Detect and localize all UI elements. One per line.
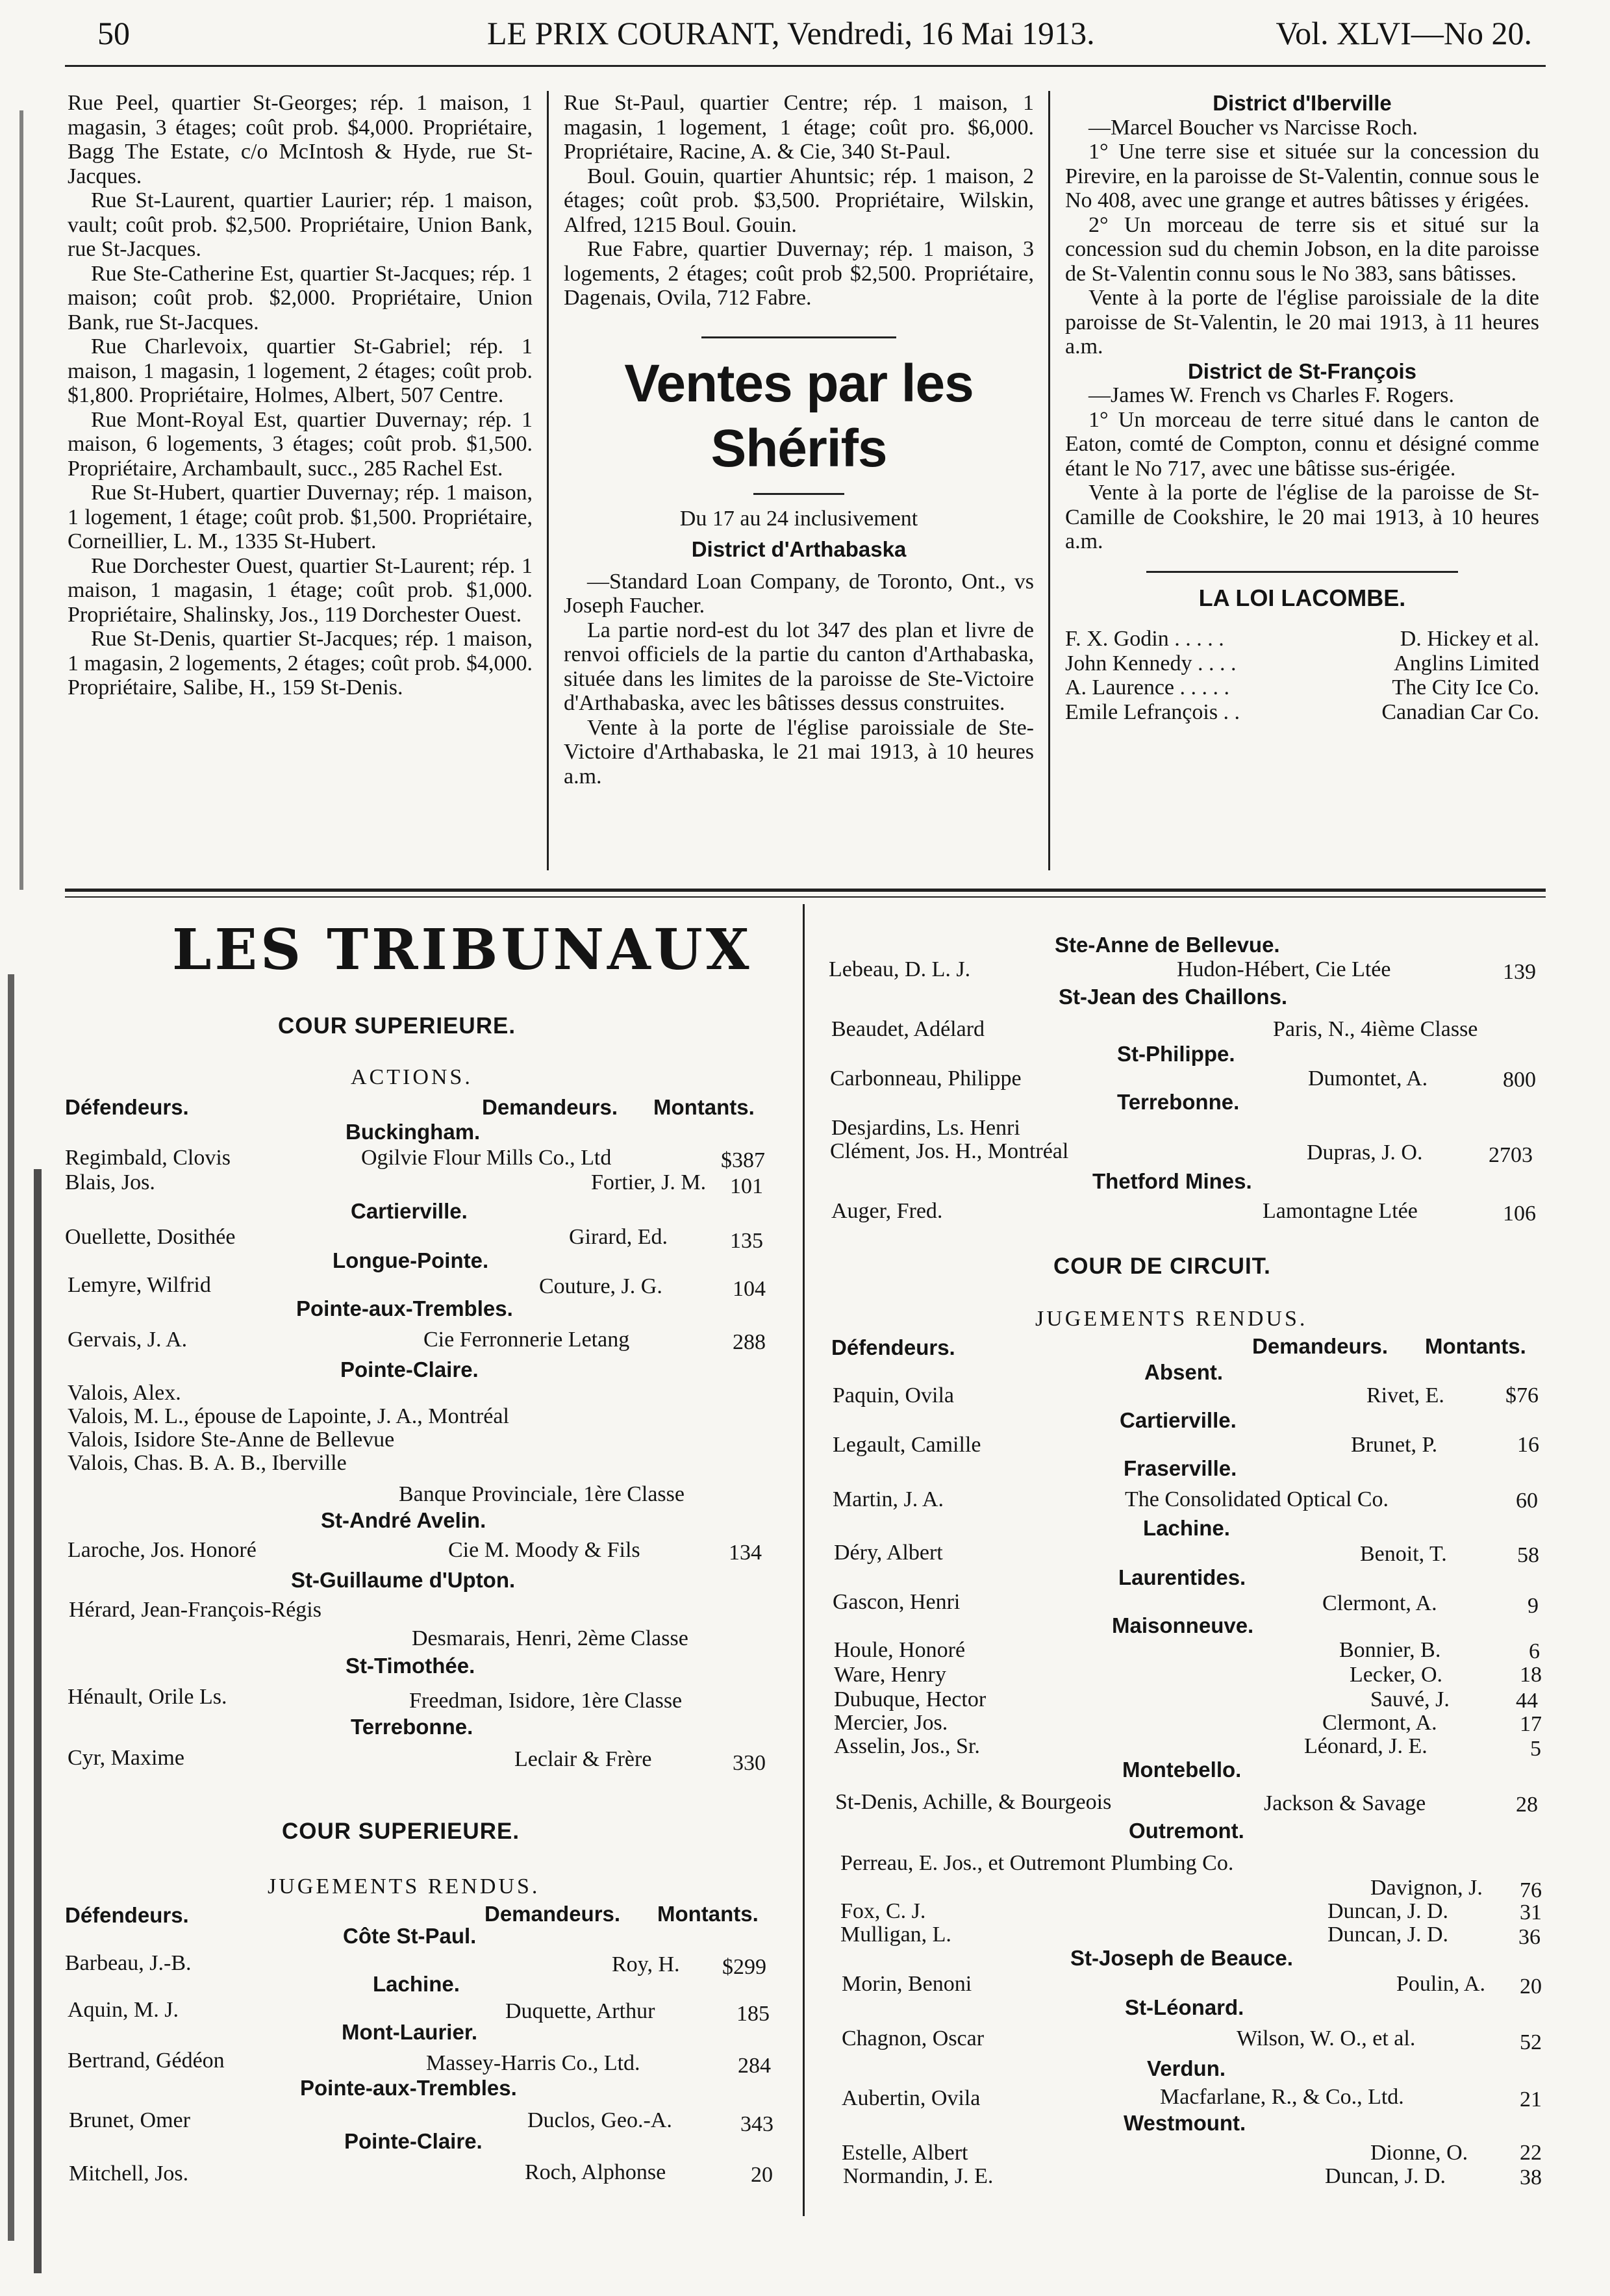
defendant: Gascon, Henri [833,1590,961,1614]
amount: 6 [1529,1639,1540,1663]
lacombe-party: Emile Lefrançois . . [1065,700,1240,724]
amount: $387 [721,1148,765,1172]
plaintiff: Davignon, J. [1370,1876,1483,1900]
case-title: —Marcel Boucher vs Narcisse Roch. [1088,115,1418,140]
permit-entry: Rue Peel, quartier St-Georges; rép. 1 maison, 1 magasin, 3 étages; coût prob. $4,000. Propriétaire, Bagg The Estate, c/o McIntosh & Hyde, rue St-Jacques. [68,91,533,188]
sheriffs-title: Ventes par les Shérifs [624,353,974,478]
page-header [97,14,1532,66]
permit-entry: Rue St-Laurent, quartier Laurier; rép. 1 maison, vault; coût prob. $2,500. Propriétaire, Union Bank, rue St-Jacques. [68,188,533,261]
plaintiff: Clermont, A. [1322,1711,1437,1735]
defendant: Desjardins, Ls. Henri [831,1116,1020,1140]
district-heading: District de St-François [1187,359,1417,383]
permit-entry: Rue St-Paul, quartier Centre; rép. 1 maison, 1 magasin, 1 logement, 1 étage; coût pro. $6,000. Propriétaire, Racine, A. & Cie, 340 St-Paul. [564,91,1034,164]
plaintiff: Sauvé, J. [1370,1687,1450,1711]
defendant: Aquin, M. J. [68,1998,179,2022]
sale-notice: Vente à la porte de l'église paroissiale de la dite paroisse de St-Valentin, le 20 mai 1913, à 11 heures a.m. [1065,286,1539,359]
place-heading: Lachine. [1143,1516,1230,1540]
plaintiff: Massey-Harris Co., Ltd. [426,2051,640,2075]
plaintiff: Duncan, J. D. [1327,1923,1449,1947]
defendant: Hénault, Orile Ls. [68,1685,227,1709]
plaintiff: Couture, J. G. [539,1274,662,1298]
amount: 134 [729,1541,762,1565]
district-heading: District d'Arthabaska [691,537,907,561]
place-heading: Laurentides. [1118,1565,1246,1589]
amount: 343 [740,2112,774,2136]
place-heading: Pointe-aux-Trembles. [300,2076,517,2100]
defendant: Ouellette, Dosithée [65,1225,236,1249]
defendant: Mulligan, L. [840,1923,951,1947]
plaintiff: Lamontagne Ltée [1263,1199,1418,1223]
property-description: 1° Un morceau de terre situé dans le canton de Eaton, comté de Compton, connu et désigné comme étant le No 717, avec une bâtisse sus-érigée. [1065,407,1539,481]
defendant: Ware, Henry [834,1663,946,1687]
plaintiff: Duncan, J. D. [1325,2164,1446,2188]
section-rule [65,896,1546,898]
plaintiff: Léonard, J. E. [1304,1734,1428,1758]
section-heading: COUR SUPERIEURE. [282,1819,520,1844]
subsection-heading: JUGEMENTS RENDUS. [268,1874,540,1899]
subsection-heading: ACTIONS. [351,1065,473,1089]
amount: 139 [1503,960,1536,984]
place-heading: Mont-Laurier. [342,2020,478,2044]
section-divider [701,336,896,338]
section-heading: COUR SUPERIEURE. [278,1013,516,1039]
lacombe-party: Anglins Limited [1394,651,1539,675]
place-heading: Absent. [1144,1360,1224,1384]
plaintiff: Leclair & Frère [514,1747,652,1771]
place-heading: Cartierville. [1120,1408,1237,1432]
defendant: Morin, Benoni [842,1972,972,1996]
defendant: Aubertin, Ovila [842,2086,981,2110]
plaintiff: Bonnier, B. [1339,1638,1441,1662]
amount: 330 [733,1751,766,1775]
section-rule [65,889,1546,892]
defendant: Fox, C. J. [840,1899,926,1923]
amount: 284 [738,2054,771,2078]
amount: 20 [1520,1974,1542,1999]
defendant: Valois, Isidore Ste-Anne de Bellevue [68,1428,395,1452]
plaintiff: Roy, H. [612,1952,680,1976]
defendant: Dubuque, Hector [834,1687,987,1711]
place-heading: Maisonneuve. [1112,1613,1254,1637]
place-heading: Terrebonne. [351,1715,473,1739]
place-heading: Terrebonne. [1117,1090,1240,1114]
place-heading: Ste-Anne de Bellevue. [1055,933,1280,957]
place-heading: St-Philippe. [1117,1042,1235,1066]
col-montants: Montants. [653,1095,755,1119]
amount: 185 [736,2002,770,2026]
amount: 58 [1517,1543,1539,1567]
amount: 17 [1520,1712,1542,1736]
defendant: Brunet, Omer [69,2108,190,2132]
plaintiff: Desmarais, Henri, 2ème Classe [412,1626,688,1650]
margin-ink-bar [19,110,23,890]
plaintiff: Wilson, W. O., et al. [1237,2026,1416,2050]
plaintiff: Duquette, Arthur [505,1999,655,2023]
place-heading: Cartierville. [351,1199,468,1223]
plaintiff: Dumontet, A. [1308,1066,1428,1091]
sheriffs-dates: Du 17 au 24 inclusivement [679,506,918,531]
amount: 106 [1503,1202,1536,1226]
place-heading: St-Joseph de Beauce. [1070,1946,1293,1970]
amount: 5 [1530,1737,1541,1761]
lacombe-party: D. Hickey et al. [1400,627,1539,651]
defendant: Clément, Jos. H., Montréal [830,1139,1069,1163]
defendant: St-Denis, Achille, & Bourgeois [835,1790,1112,1814]
amount: 60 [1516,1489,1538,1513]
amount: 288 [733,1330,766,1354]
amount: 44 [1516,1689,1538,1713]
amount: 21 [1520,2088,1542,2112]
plaintiff: Banque Provinciale, 1ère Classe [399,1482,685,1506]
defendant: Auger, Fred. [831,1199,943,1223]
lacombe-title: LA LOI LACOMBE. [1198,584,1406,611]
col-demandeurs: Demandeurs. [482,1095,618,1119]
place-heading: Montebello. [1122,1758,1242,1782]
place-heading: Pointe-Claire. [344,2129,483,2153]
lacombe-row [1065,675,1539,700]
lacombe-party: John Kennedy . . . . [1065,651,1237,675]
defendant: Lebeau, D. L. J. [829,957,971,981]
district-heading: District d'Iberville [1213,91,1392,115]
lacombe-party: Canadian Car Co. [1381,700,1539,724]
col-demandeurs: Demandeurs. [484,1902,621,1926]
defendant: Perreau, E. Jos., et Outremont Plumbing Co. [840,1851,1234,1875]
col-montants: Montants. [1425,1334,1526,1358]
defendant: Mercier, Jos. [834,1711,948,1735]
amount: 135 [730,1229,763,1253]
amount: 22 [1520,2141,1542,2165]
property-description: 2° Un morceau de terre sis et situé sur la concession sud du chemin Jobson, en la dite paroisse de St-Valentin connu sous le No 383, sans bâtisses. [1065,212,1539,286]
tribunaux-title: LES TRIBUNAUX [172,917,753,983]
sale-notice: Vente à la porte de l'église de la paroisse de St-Camille de Cookshire, le 20 mai 1913, à 10 heures a.m. [1065,481,1539,553]
lacombe-party: F. X. Godin . . . . . [1065,627,1224,651]
plaintiff: Lecker, O. [1350,1663,1443,1687]
lacombe-party: The City Ice Co. [1392,675,1539,700]
lacombe-row [1065,627,1539,651]
place-heading: St-Léonard. [1125,1995,1244,2019]
permit-entry: Rue St-Denis, quartier St-Jacques; rép. 1 maison, 1 magasin, 2 logements, 2 étages; coût prob. $4,000. Propriétaire, Salibe, H., 159 St-Denis. [68,627,533,700]
place-heading: Longue-Pointe. [333,1248,489,1272]
amount: 20 [751,2163,773,2187]
permit-entry: Rue Fabre, quartier Duvernay; rép. 1 maison, 3 logements, 2 étages; coût prob $2,500. Propriétaire, Dagenais, Ovila, 712 Fabre. [564,237,1034,310]
amount: 800 [1503,1068,1536,1092]
column-rule [803,904,805,2216]
plaintiff: Dionne, O. [1370,2141,1468,2165]
defendant: Bertrand, Gédéon [68,2049,225,2073]
amount: 9 [1528,1594,1539,1618]
amount: 18 [1520,1663,1542,1687]
permits-column [68,91,533,700]
plaintiff: Duclos, Geo.-A. [527,2108,672,2132]
defendant: Gervais, J. A. [68,1328,188,1352]
page-number: 50 [97,15,130,51]
col-montants: Montants. [657,1902,759,1926]
plaintiff: Ogilvie Flour Mills Co., Ltd [361,1146,612,1170]
place-heading: Pointe-aux-Trembles. [296,1296,513,1320]
plaintiff: The Consolidated Optical Co. [1125,1487,1389,1511]
plaintiff: Dupras, J. O. [1307,1141,1423,1165]
amount: 38 [1520,2165,1542,2189]
plaintiff: Roch, Alphonse [525,2160,666,2184]
defendant: Estelle, Albert [842,2141,968,2165]
place-heading: Pointe-Claire. [340,1357,479,1381]
property-description: 1° Une terre sise et située sur la concession du Pirevire, en la paroisse de St-Valentin, connue sous le No 408, avec une grange et autres bâtisses y érigées. [1065,140,1539,212]
place-heading: Westmount. [1124,2111,1246,2135]
plaintiff: Paris, N., 4ième Classe [1273,1017,1478,1041]
col-defendeurs: Défendeurs. [831,1335,955,1359]
defendant: Valois, Alex. [68,1381,181,1405]
plaintiff: Girard, Ed. [569,1225,668,1249]
permit-entry: Rue St-Hubert, quartier Duvernay; rép. 1 maison, 1 logement, 1 étage; coût prob. $1,500. Propriétaire, Corneillier, L. M., 1335 St-Hubert. [68,481,533,553]
defendant: Asselin, Jos., Sr. [834,1734,980,1758]
column-rule [1048,91,1050,870]
amount: 104 [733,1277,766,1301]
place-heading: St-André Avelin. [321,1508,486,1532]
plaintiff: Hudon-Hébert, Cie Ltée [1177,957,1391,981]
permit-entry: Rue Charlevoix, quartier St-Gabriel; rép. 1 maison, 1 magasin, 1 logement, 2 étages; coût prob. $1,800. Propriétaire, Holmes, Albert, 507 Centre. [68,334,533,407]
amount: 36 [1518,1925,1541,1949]
lacombe-row [1065,651,1539,676]
plaintiff: Rivet, E. [1366,1383,1444,1407]
defendant: Lemyre, Wilfrid [68,1273,211,1297]
permit-entry: Rue Dorchester Ouest, quartier St-Laurent; rép. 1 maison, 1 magasin, 1 étage; coût prob. $1,000. Propriétaire, Shalinsky, Jos., 119 Dorchester Ouest. [68,553,533,627]
col-defendeurs: Défendeurs. [65,1903,189,1927]
defendant: Beaudet, Adélard [831,1017,985,1041]
defendant: Legault, Camille [833,1433,981,1457]
case-title: —James W. French vs Charles F. Rogers. [1088,383,1454,407]
place-heading: Verdun. [1147,2056,1226,2080]
amount: 2703 [1489,1143,1533,1167]
amount: 52 [1520,2030,1542,2054]
header-rule [65,65,1546,67]
defendant: Déry, Albert [834,1541,943,1565]
defendant: Normandin, J. E. [843,2164,994,2188]
defendant: Hérard, Jean-François-Régis [69,1598,321,1622]
lacombe-party: A. Laurence . . . . . [1065,675,1230,700]
defendant: Laroche, Jos. Honoré [68,1538,257,1562]
plaintiff: Cie Ferronnerie Letang [423,1328,630,1352]
section-heading: COUR DE CIRCUIT. [1053,1254,1271,1279]
volume-number: Vol. XLVI—No 20. [1276,15,1532,51]
plaintiff: Duncan, J. D. [1327,1899,1449,1923]
defendant: Carbonneau, Philippe [830,1066,1022,1091]
amount: 28 [1516,1793,1538,1817]
place-heading: Outremont. [1129,1819,1244,1843]
place-heading: Thetford Mines. [1092,1169,1252,1193]
defendant: Chagnon, Oscar [842,2026,985,2050]
permit-entry: Rue Ste-Catherine Est, quartier St-Jacques; rép. 1 maison; coût prob. $2,000. Propriétaire, Union Bank, rue St-Jacques. [68,261,533,334]
plaintiff: Freedman, Isidore, 1ère Classe [409,1689,683,1713]
defendant: Regimbald, Clovis [65,1146,231,1170]
masthead-title: LE PRIX COURANT, Vendredi, 16 Mai 1913. [487,15,1095,51]
place-heading: Fraserville. [1124,1456,1237,1480]
place-heading: St-Timothée. [346,1654,475,1678]
place-heading: Buckingham. [346,1120,481,1144]
defendant: Cyr, Maxime [68,1746,184,1770]
section-divider [1146,571,1458,573]
place-heading: Lachine. [373,1972,460,1996]
amount: $299 [722,1955,766,1979]
right-column [1065,91,1539,724]
defendant: Paquin, Ovila [833,1383,954,1407]
place-heading: St-Guillaume d'Upton. [291,1568,516,1592]
amount: 101 [730,1174,763,1198]
defendant: Valois, M. L., épouse de Lapointe, J. A., Montréal [68,1404,509,1428]
plaintiff: Clermont, A. [1322,1591,1437,1615]
amount: 31 [1520,1900,1542,1924]
amount: $76 [1505,1383,1539,1407]
defendant: Houle, Honoré [834,1638,966,1662]
property-description: La partie nord-est du lot 347 des plan et livre de renvoi officiels de la partie du canton d'Arthabaska, située dans les limites de la paroisse de Ste-Victoire d'Arthabaska, avec les bâtisses dessus construites. [564,618,1034,715]
col-demandeurs: Demandeurs. [1252,1334,1389,1358]
permit-entry: Rue Mont-Royal Est, quartier Duvernay; rép. 1 maison, 6 logements, 3 étages; coût prob. $1,500. Propriétaire, Archambault, succ., 285 Rachel Est. [68,407,533,481]
col-defendeurs: Défendeurs. [65,1095,189,1119]
plaintiff: Brunet, P. [1351,1433,1438,1457]
defendant: Martin, J. A. [833,1487,944,1511]
margin-ink-bar [8,974,14,2241]
plaintiff: Macfarlane, R., & Co., Ltd. [1160,2085,1404,2109]
lacombe-row [1065,700,1539,725]
margin-ink-bar [34,1169,42,2273]
defendant: Valois, Chas. B. A. B., Iberville [68,1451,347,1475]
place-heading: St-Jean des Chaillons. [1059,985,1288,1009]
plaintiff: Fortier, J. M. [591,1170,707,1194]
middle-column [564,91,1034,788]
defendant: Barbeau, J.-B. [65,1951,192,1975]
sale-notice: Vente à la porte de l'église paroissiale de Ste-Victoire d'Arthabaska, le 21 mai 1913, à 10 heures a.m. [564,715,1034,788]
case-title: —Standard Loan Company, de Toronto, Ont., vs Joseph Faucher. [564,569,1034,618]
place-heading: Côte St-Paul. [343,1924,477,1948]
defendant: Mitchell, Jos. [69,2162,189,2186]
plaintiff: Benoit, T. [1360,1542,1447,1566]
plaintiff: Jackson & Savage [1264,1791,1426,1815]
plaintiff: Poulin, A. [1396,1972,1485,1996]
defendant: Blais, Jos. [65,1170,155,1194]
plaintiff: Cie M. Moody & Fils [448,1538,640,1562]
column-rule [547,91,549,870]
permit-entry: Boul. Gouin, quartier Ahuntsic; rép. 1 maison, 2 étages; coût prob. $3,500. Propriétaire, Wilskin, Alfred, 1215 Boul. Gouin. [564,164,1034,237]
subsection-heading: JUGEMENTS RENDUS. [1035,1307,1308,1331]
amount: 76 [1520,1878,1542,1902]
amount: 16 [1517,1433,1539,1457]
short-rule [753,493,844,495]
